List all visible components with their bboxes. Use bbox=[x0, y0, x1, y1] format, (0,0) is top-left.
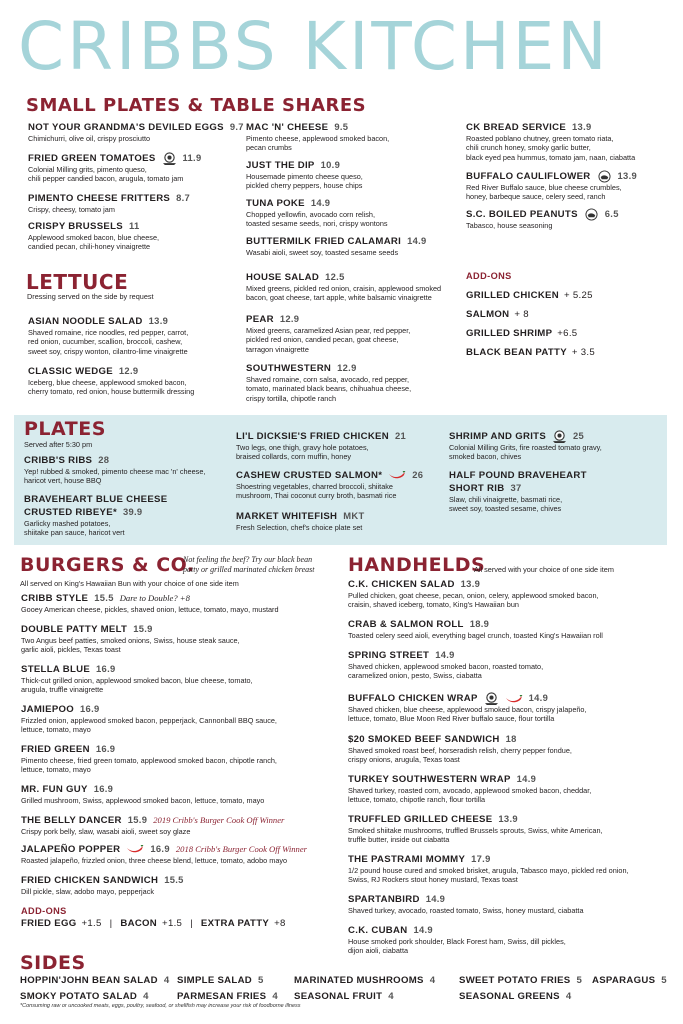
menu-item-turkey-southwestern-wrap: TURKEY SOUTHWESTERN WRAP 14.9 Shaved turkey, roasted corn, avocado, applewood smoked bacon, cheddar, lettuce, tomato, chipotle ranch, flour tortilla bbox=[348, 773, 592, 805]
menu-item-house-salad: HOUSE SALAD 12.5 Mixed greens, pickled red onion, craisin, applewood smoked bacon, goat cheese, tart apple, white balsamic vinaigrette bbox=[246, 271, 442, 303]
menu-item-belly-dancer: THE BELLY DANCER 15.9 2019 Cribb's Burger Cook Off Winner Crispy pork belly, slaw, wasabi aioli, sweet soy glaze bbox=[21, 814, 285, 836]
menu-item-fried-chicken-sandwich: FRIED CHICKEN SANDWICH 15.5 Dill pickle, slaw, adobo mayo, pepperjack bbox=[21, 874, 184, 896]
menu-item-stella-blue: STELLA BLUE 16.9 Thick-cut grilled onion, applewood smoked bacon, blue cheese, tomato, arugula, truffle vinaigrette bbox=[21, 663, 253, 695]
side-item: SMOKY POTATO SALAD 4 bbox=[20, 991, 149, 1002]
menu-item-double-patty-melt: DOUBLE PATTY MELT 15.9 Two Angus beef patties, smoked onions, Swiss, house steak sauce, garlic aioli, pickles, Texas toast bbox=[21, 623, 240, 655]
menu-item-asian-noodle-salad: ASIAN NOODLE SALAD 13.9 Shaved romaine, rice noodles, red pepper, carrot, red onion, cucumber, scallion, broccoli, cashew, sweet soy, crispy wonton, cilantro-lime vinaigrette bbox=[28, 315, 189, 356]
menu-title: CRIBBS KITCHEN bbox=[18, 8, 610, 85]
menu-item-mac-n-cheese: MAC 'N' CHEESE 9.5 Pimento cheese, applewood smoked bacon, pecan crumbs bbox=[246, 121, 390, 153]
award-badge-icon bbox=[552, 430, 567, 443]
side-item: MARINATED MUSHROOMS 4 bbox=[294, 975, 436, 986]
menu-item-cashew-salmon: CASHEW CRUSTED SALMON* 26 Shoestring vegetables, charred broccoli, shiitake mushroom, Thai coconut curry broth, basmati rice bbox=[236, 469, 424, 501]
side-item: PARMESAN FRIES 4 bbox=[177, 991, 278, 1002]
menu-item-pear-salad: PEAR 12.9 Mixed greens, caramelized Asian pear, red pepper, pickled red onion, candied pecan, goat cheese, tarragon vinaigrette bbox=[246, 313, 411, 354]
lettuce-note: Dressing served on the side by request bbox=[27, 292, 154, 301]
addon-grilled-chicken: GRILLED CHICKEN + 5.25 bbox=[466, 290, 593, 301]
menu-item-fried-chicken: LI'L DICKSIE'S FRIED CHICKEN 21 Two legs, one thigh, gravy hole potatoes, braised collards, corn muffin, honey bbox=[236, 430, 407, 462]
menu-item-market-whitefish: MARKET WHITEFISH MKT Fresh Selection, chef's choice plate set bbox=[236, 510, 365, 532]
menu-item-fried-green: FRIED GREEN 16.9 Pimento cheese, fried green tomato, applewood smoked bacon, chipotle ranch, lettuce, tomato, mayo bbox=[21, 743, 277, 775]
addon-salmon: SALMON + 8 bbox=[466, 309, 529, 320]
plates-note: Served after 5:30 pm bbox=[24, 440, 93, 449]
menu-item-buffalo-cauliflower: BUFFALO CAULIFLOWER 13.9 Red River Buffalo sauce, blue cheese crumbles, honey, barbeque sauce, celery seed, ranch bbox=[466, 170, 637, 202]
side-item: SWEET POTATO FRIES 5 bbox=[459, 975, 583, 986]
menu-item-ck-cuban: C.K. CUBAN 14.9 House smoked pork shoulder, Black Forest ham, Swiss, dill pickles, dijon aioli, ciabatta bbox=[348, 924, 566, 956]
menu-item-deviled-eggs: NOT YOUR GRANDMA'S DEVILED EGGS 9.7 Chimichurri, olive oil, crispy prosciutto bbox=[28, 121, 244, 143]
burgers-heading: BURGERS & CO. bbox=[20, 554, 195, 576]
side-item: SEASONAL FRUIT 4 bbox=[294, 991, 394, 1002]
award-badge-icon bbox=[162, 152, 177, 165]
menu-item-spring-street: SPRING STREET 14.9 Shaved chicken, applewood smoked bacon, roasted tomato, caramelized onion, pesto, Swiss, ciabatta bbox=[348, 649, 544, 681]
buffalo-icon bbox=[584, 208, 599, 221]
menu-item-shrimp-and-grits: SHRIMP AND GRITS 25 Colonial Milling Grits, fire roasted tomato gravy, smoked bacon, chives bbox=[449, 430, 602, 462]
menu-item-crispy-brussels: CRISPY BRUSSELS 11 Applewood smoked bacon, blue cheese, candied pecan, chili-honey vinaigrette bbox=[28, 220, 160, 252]
food-safety-footnote: *Consuming raw or uncooked meats, eggs, poultry, seafood, or shellfish may increase your risk of foodborne illness bbox=[20, 1003, 301, 1009]
lettuce-addons-heading: ADD-ONS bbox=[466, 271, 512, 281]
side-item: ASPARAGUS 5 bbox=[592, 975, 667, 986]
menu-item-mr-fun-guy: MR. FUN GUY 16.9 Grilled mushroom, Swiss, applewood smoked bacon, lettuce, tomato, mayo bbox=[21, 783, 265, 805]
side-item: SEASONAL GREENS 4 bbox=[459, 991, 572, 1002]
buffalo-icon bbox=[597, 170, 612, 183]
menu-item-pastrami-mommy: THE PASTRAMI MOMMY 17.9 1/2 pound house cured and smoked brisket, arugula, Tabasco mayo, pickled red onion, Swiss, RJ Rockers stout honey mustard, Texas toast bbox=[348, 853, 629, 885]
chili-pepper-icon bbox=[505, 695, 523, 703]
menu-item-ck-bread-service: CK BREAD SERVICE 13.9 Roasted poblano chutney, green tomato riata, chili crunch honey, smoky garlic butter, black eyed pea hummus, tomato jam, naan, ciabatta bbox=[466, 121, 636, 162]
menu-item-pimento-fritters: PIMENTO CHEESE FRITTERS 8.7 Crispy, cheesy, tomato jam bbox=[28, 192, 191, 214]
menu-item-fried-green-tomatoes: FRIED GREEN TOMATOES 11.9 Colonial Milling grits, pimento queso, chili pepper candied bacon, arugula, tomato jam bbox=[28, 152, 202, 184]
menu-item-classic-wedge: CLASSIC WEDGE 12.9 Iceberg, blue cheese, applewood smoked bacon, cherry tomato, red onion, house buttermilk dressing bbox=[28, 365, 195, 397]
menu-item-ribeye: BRAVEHEART BLUE CHEESE CRUSTED RIBEYE* 39.9 Garlicky mashed potatoes, shiitake pan sauce, haricot vert bbox=[24, 494, 168, 538]
handhelds-heading: HANDHELDS bbox=[348, 554, 486, 576]
menu-item-jalapeno-popper: JALAPEÑO POPPER 16.9 2018 Cribb's Burger Cook Off Winner Roasted jalapeño, frizzled onion, three cheese blend, lettuce, tomato, adobo mayo bbox=[21, 843, 308, 865]
plates-heading: PLATES bbox=[24, 418, 106, 440]
side-item: SIMPLE SALAD 5 bbox=[177, 975, 264, 986]
menu-item-cribb-style: CRIBB STYLE 15.5 Dare to Double? +8 Gooey American cheese, pickles, shaved onion, lettuce, tomato, mayo, mustard bbox=[21, 592, 279, 614]
burgers-note: All served on King's Hawaiian Bun with your choice of one side item bbox=[20, 579, 239, 588]
addon-grilled-shrimp: GRILLED SHRIMP +6.5 bbox=[466, 328, 578, 339]
burgers-addons-heading: ADD-ONS bbox=[21, 906, 67, 916]
menu-item-spartanbird: SPARTANBIRD 14.9 Shaved turkey, avocado, roasted tomato, Swiss, honey mustard, ciabatta bbox=[348, 893, 584, 915]
burger-addons-row: FRIED EGG +1.5 | BACON +1.5 | EXTRA PATTY +8 bbox=[21, 918, 286, 929]
menu-item-tuna-poke: TUNA POKE 14.9 Chopped yellowfin, avocado corn relish, toasted sesame seeds, nori, crispy wontons bbox=[246, 197, 388, 229]
menu-item-buffalo-chicken-wrap: BUFFALO CHICKEN WRAP 14.9 Shaved chicken, blue cheese, applewood smoked bacon, crispy jalapeño, lettuce, tomato, Blue Moon Red River buffalo sauce, flour tortilla bbox=[348, 692, 587, 724]
menu-item-jamiepoo: JAMIEPOO 16.9 Frizzled onion, applewood smoked bacon, pepperjack, Cannonball BBQ sauce, lettuce, tomato, mayo bbox=[21, 703, 277, 735]
menu-item-southwestern-salad: SOUTHWESTERN 12.9 Shaved romaine, corn salsa, avocado, red pepper, tomato, marinated black beans, chihuahua cheese, crispy tortilla, chipotle ranch bbox=[246, 362, 412, 403]
menu-item-boiled-peanuts: S.C. BOILED PEANUTS 6.5 Tabasco, house seasoning bbox=[466, 208, 619, 231]
sides-heading: SIDES bbox=[20, 952, 86, 974]
menu-item-crab-salmon-roll: CRAB & SALMON ROLL 18.9 Toasted celery seed aioli, everything bagel crunch, toasted King's Hawaiian roll bbox=[348, 618, 603, 640]
award-badge-icon bbox=[484, 692, 499, 705]
menu-item-cribbs-ribs: CRIBB'S RIBS 28 Yep! rubbed & smoked, pimento cheese mac 'n' cheese, haricot vert, house BBQ bbox=[24, 454, 206, 486]
chili-pepper-icon bbox=[126, 845, 144, 853]
menu-item-just-the-dip: JUST THE DIP 10.9 Housemade pimento cheese queso, pickled cherry peppers, house chips bbox=[246, 159, 363, 191]
small-plates-heading: SMALL PLATES & TABLE SHARES bbox=[26, 95, 367, 116]
side-item: HOPPIN'JOHN BEAN SALAD 4 bbox=[20, 975, 170, 986]
menu-item-smoked-beef-sandwich: $20 SMOKED BEEF SANDWICH 18 Shaved smoked roast beef, horseradish relish, cherry pepper fondue, crispy onions, arugula, Texas toast bbox=[348, 733, 572, 765]
menu-item-ck-chicken-salad: C.K. CHICKEN SALAD 13.9 Pulled chicken, goat cheese, pecan, onion, celery, applewood smoked bacon, craisin, shaved iceberg, tomato, King's Hawaiian bun bbox=[348, 578, 599, 610]
addon-black-bean-patty: BLACK BEAN PATTY + 3.5 bbox=[466, 347, 596, 358]
menu-item-short-rib: HALF POUND BRAVEHEART SHORT RIB 37 Slaw, chili vinaigrette, basmati rice, sweet soy, toasted sesame, chives bbox=[449, 470, 587, 514]
menu-item-calamari: BUTTERMILK FRIED CALAMARI 14.9 Wasabi aioli, sweet soy, toasted sesame seeds bbox=[246, 235, 427, 257]
menu-item-truffled-grilled-cheese: TRUFFLED GRILLED CHEESE 13.9 Smoked shiitake mushrooms, truffled Brussels sprouts, Swiss, white American, truffle butter, inside out ciabatta bbox=[348, 813, 603, 845]
lettuce-heading: LETTUCE bbox=[26, 270, 129, 294]
chili-pepper-icon bbox=[388, 471, 406, 479]
handhelds-note: All served with your choice of one side item bbox=[474, 565, 614, 574]
burgers-tagline: Not feeling the beef? Try our black bean patty or grilled marinated chicken breast bbox=[183, 555, 315, 574]
